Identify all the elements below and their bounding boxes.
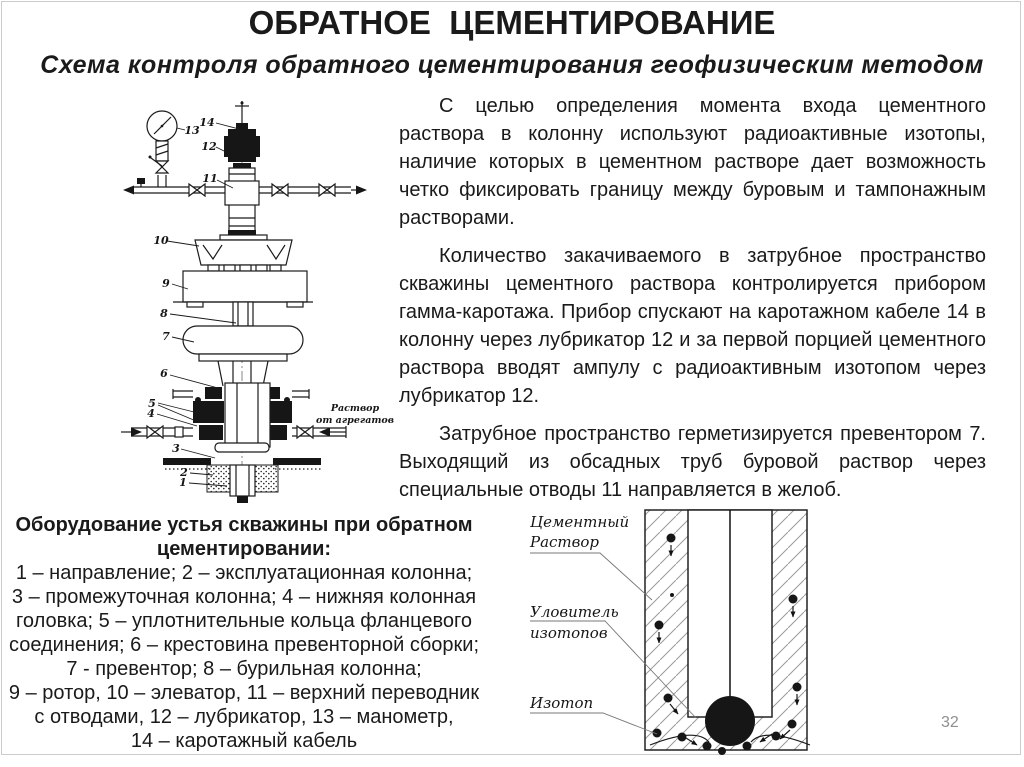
pressure-gauge-icon: [137, 111, 177, 187]
caption-line: головка; 5 – уплотнительные кольца фланцевого: [16, 610, 472, 632]
label-isotope: Изотоп: [530, 694, 594, 712]
flow-label-line1: Раствор: [330, 403, 380, 414]
paragraph-isotopes: С целью определения момента входа цементного раствора в колонну используют радиоактивные изотопы, наличие которых в цементном растворе дает возможность четко фиксировать границу между буровым и тампонажным растворами.: [399, 95, 986, 229]
wellhead-stack: [225, 168, 259, 235]
isotope-catcher-ball: [705, 696, 755, 746]
caption-line: 3 – промежуточная колонна; 4 – нижняя колонная: [11, 586, 477, 608]
paragraph-preventer: Затрубное пространство герметизируется превентором 7. Выходящий из обсадных труб буровой раствор через специальные отводы 11 направляется в желоб.: [399, 423, 986, 501]
wellhead-equipment-diagram: [115, 95, 425, 505]
caption-title-line2: цементировании:: [156, 538, 332, 560]
page-number: 32: [941, 714, 959, 731]
logging-cable-icon: [235, 101, 249, 125]
label-8: 8: [160, 307, 168, 320]
label-cement-line2: Раствор: [530, 533, 600, 551]
caption-line: 7 - превентор; 8 – бурильная колонна;: [66, 658, 422, 680]
label-14: 14: [199, 116, 215, 129]
label-9: 9: [162, 277, 170, 290]
below-ground-casing: [207, 465, 278, 503]
caption-line: соединения; 6 – крестовина превенторной сборки;: [8, 634, 480, 656]
label-catcher-line2: изотопов: [530, 624, 608, 642]
isotope-catcher-diagram: [500, 500, 860, 765]
label-13: 13: [184, 124, 200, 137]
caption-line: 9 – ротор, 10 – элеватор, 11 – верхний переводник: [8, 682, 480, 704]
label-1: 1: [179, 476, 187, 489]
label-10: 10: [153, 234, 169, 247]
lubricator-icon: [224, 123, 260, 168]
label-12: 12: [201, 140, 217, 153]
elevator-icon: [195, 235, 292, 271]
label-2: 2: [180, 466, 188, 479]
caption-title-line1: Оборудование устья скважины при обратном: [15, 514, 473, 536]
label-cement-line1: Цементный: [530, 513, 630, 531]
flow-label-line2: от агрегатов: [315, 415, 395, 426]
drill-pipe-icon: [233, 302, 253, 326]
label-3: 3: [172, 442, 180, 455]
label-4: 4: [147, 407, 155, 420]
paragraph-gamma-logging: Количество закачиваемого в затрубное пространство скважины цементного раствора контролируется прибором гамма-каротажа. Прибор спускают на каротажном кабеле 14 в колонну через лубрикатор 12 и за первой порцией цементного раствора вводят ампулу с радиоактивным изотопом через лубрикатор 12.: [399, 245, 986, 407]
label-catcher-line1: Уловитель: [530, 603, 619, 621]
label-7: 7: [162, 330, 170, 343]
slide-subtitle: Схема контроля обратного цементирования геофизическим методом: [40, 51, 984, 79]
label-5: 5: [148, 397, 156, 410]
caption-line: 14 – каротажный кабель: [130, 730, 358, 752]
crosspiece-icon: [173, 383, 309, 452]
figure-caption: [8, 513, 480, 753]
label-6: 6: [160, 367, 168, 380]
page-title: ОБРАТНОЕ ЦЕМЕНТИРОВАНИЕ: [248, 4, 776, 41]
body-text-column: [399, 92, 986, 514]
caption-line: 1 – направление; 2 – эксплуатационная колонна;: [15, 562, 473, 584]
caption-line: с отводами, 12 – лубрикатор, 13 – манометр,: [34, 706, 454, 728]
label-11: 11: [202, 172, 218, 185]
preventer-icon: [183, 326, 303, 386]
